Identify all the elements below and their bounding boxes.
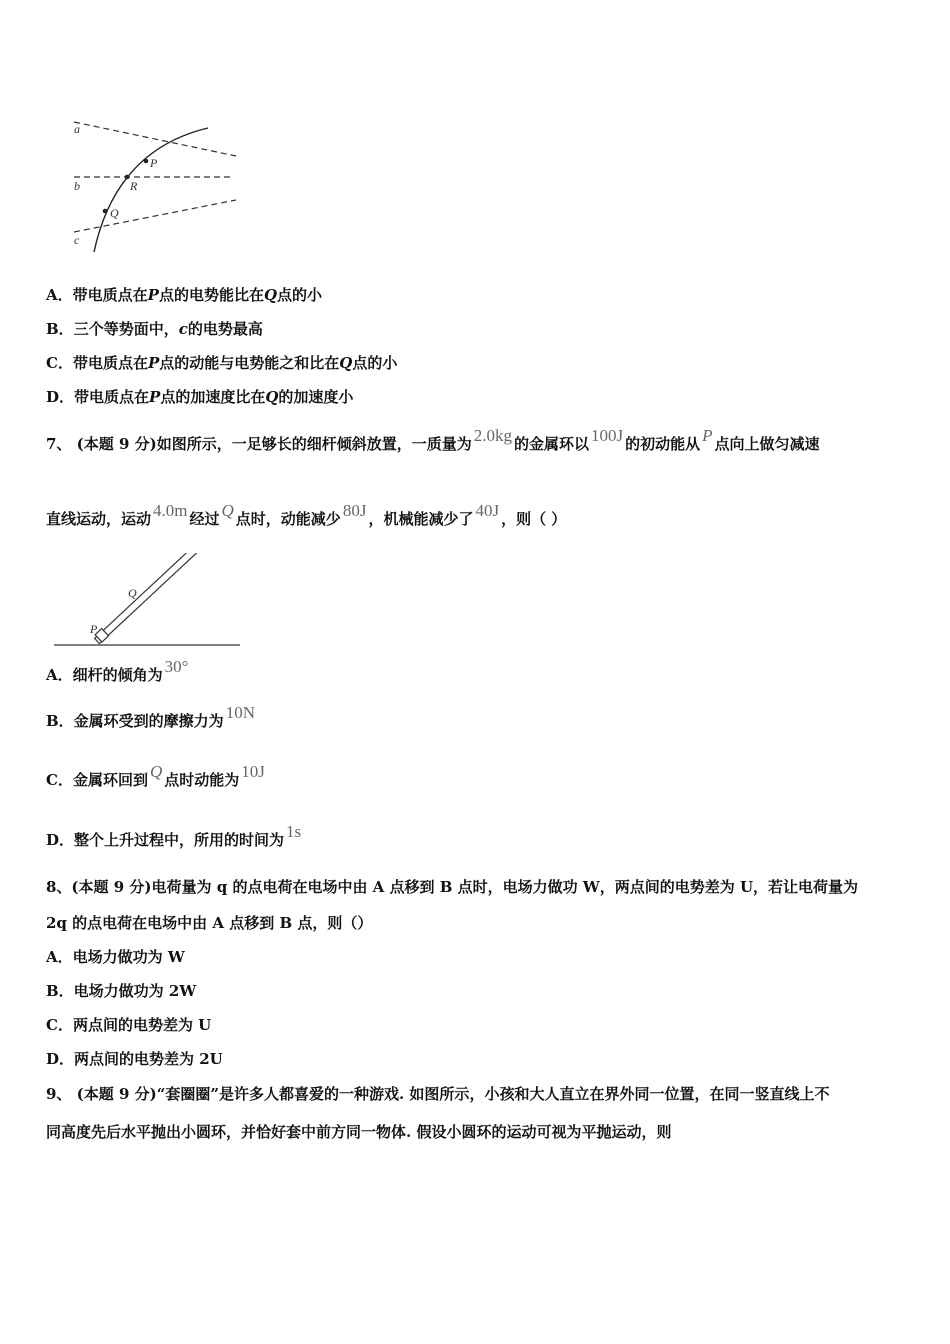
var-q: Q <box>339 354 353 372</box>
option-text: 带电质点在 <box>72 286 148 304</box>
option-text: 点的电势能比在 <box>158 286 264 304</box>
math-energy: 40J <box>475 501 500 520</box>
equipotential-figure <box>66 110 246 260</box>
q7-option-d <box>46 822 303 850</box>
q6-option-c <box>46 353 397 373</box>
stem-text: 7、 (本题 9 分)如图所示，一足够长的细杆倾斜放置，一质量为 <box>46 435 472 453</box>
option-text: D．整个上升过程中，所用的时间为 <box>46 831 285 849</box>
option-letter: C． <box>46 354 73 372</box>
stem-text: ，机械能减少了 <box>368 510 474 528</box>
point-r <box>125 175 130 180</box>
trajectory-curve <box>94 128 208 252</box>
q6-option-d <box>46 387 353 407</box>
label-p: P <box>90 622 98 636</box>
option-text: 带电质点在 <box>72 354 148 372</box>
q8-stem-line-2 <box>46 913 372 933</box>
stem-text: ，则（ ） <box>501 510 567 528</box>
math-energy: 10J <box>241 762 265 781</box>
var-p: P <box>147 354 160 372</box>
q8-option-c <box>46 1015 211 1035</box>
label-q: Q <box>128 586 137 600</box>
label-q: Q <box>110 206 119 220</box>
q8-option-b <box>46 981 196 1001</box>
math-point-q: Q <box>221 501 234 520</box>
point-p <box>144 159 149 164</box>
option-text: 的加速度小 <box>278 388 354 406</box>
option-text: 带电质点在 <box>74 388 150 406</box>
label-p: P <box>150 156 158 170</box>
math-time: 1s <box>286 822 302 841</box>
math-force: 10N <box>225 703 255 722</box>
math-energy: 80J <box>342 501 367 520</box>
option-text: C．两点间的电势差为 U <box>46 1016 212 1034</box>
stem-text: 2q 的点电荷在电场中由 A 点移到 B 点，则（） <box>46 914 373 932</box>
q9-stem-line-1 <box>46 1084 829 1104</box>
var-q: Q <box>265 388 279 406</box>
math-energy: 100J <box>591 426 624 445</box>
q9-stem-line-2 <box>46 1122 671 1142</box>
math-point-p: P <box>702 426 713 445</box>
q7-option-b <box>46 703 257 731</box>
math-distance: 4.0m <box>153 501 188 520</box>
math-point-q: Q <box>149 762 163 781</box>
option-text: D．两点间的电势差为 2U <box>46 1050 223 1068</box>
option-text: B．金属环受到的摩擦力为 <box>46 712 224 730</box>
q6-option-b <box>46 319 263 339</box>
var-c: c <box>178 320 188 338</box>
label-r: R <box>130 179 138 193</box>
option-text: A．细杆的倾角为 <box>46 666 163 684</box>
option-text: A．电场力做功为 W <box>46 948 185 966</box>
option-letter: D． <box>46 388 75 406</box>
stem-text: 点向上做匀减速 <box>714 435 820 453</box>
option-letter: A． <box>46 286 73 304</box>
stem-text: 直线运动，运动 <box>46 510 152 528</box>
q8-option-a <box>46 947 185 967</box>
q7-stem-line-1 <box>46 426 820 454</box>
inclined-rod-figure <box>50 553 250 653</box>
var-p: P <box>147 286 159 304</box>
point-q <box>103 209 108 214</box>
math-angle: 30° <box>164 657 189 676</box>
var-q: Q <box>263 286 278 304</box>
option-text: C．金属环回到 <box>46 771 148 789</box>
label-b: b <box>74 179 80 193</box>
stem-text: 的初动能从 <box>625 435 701 453</box>
stem-text: 的金属环以 <box>514 435 590 453</box>
stem-text: 9、 (本题 9 分)“套圈圈”是许多人都喜爱的一种游戏. 如图所示，小孩和大人直立在界外同一位置，在同一竖直线上不 <box>46 1085 830 1103</box>
stem-text: 经过 <box>189 510 220 528</box>
option-text: 三个等势面中， <box>73 320 179 338</box>
q8-stem-line-1 <box>46 877 858 897</box>
option-text: 点时动能为 <box>164 771 240 789</box>
stem-text: 点时，动能减少 <box>235 510 341 528</box>
label-c: c <box>74 233 80 247</box>
var-p: P <box>149 388 161 406</box>
q7-option-c <box>46 762 267 790</box>
option-letter: B． <box>46 320 74 338</box>
rod <box>95 553 209 644</box>
stem-text: 同高度先后水平抛出小圆环，并恰好套中前方同一物体. 假设小圆环的运动可视为平抛运动，则 <box>46 1123 672 1141</box>
equipotential-line-c <box>74 200 236 232</box>
option-text: B．电场力做功为 2W <box>46 982 197 1000</box>
stem-text: 8、(本题 9 分)电荷量为 q 的点电荷在电场中由 A 点移到 B 点时，电场力做功 W，两点间的电势差为 U，若让电荷量为 <box>46 878 859 896</box>
option-text: 点的小 <box>352 354 398 372</box>
q7-stem-line-2 <box>46 501 567 529</box>
q8-option-d <box>46 1049 223 1069</box>
q7-option-a <box>46 657 190 685</box>
label-a: a <box>74 122 80 136</box>
q6-option-a <box>46 285 322 305</box>
option-text: 点的加速度比在 <box>160 388 266 406</box>
option-text: 点的动能与电势能之和比在 <box>159 354 340 372</box>
math-mass: 2.0kg <box>473 426 512 445</box>
option-text: 的电势最高 <box>187 320 263 338</box>
option-text: 点的小 <box>277 286 323 304</box>
